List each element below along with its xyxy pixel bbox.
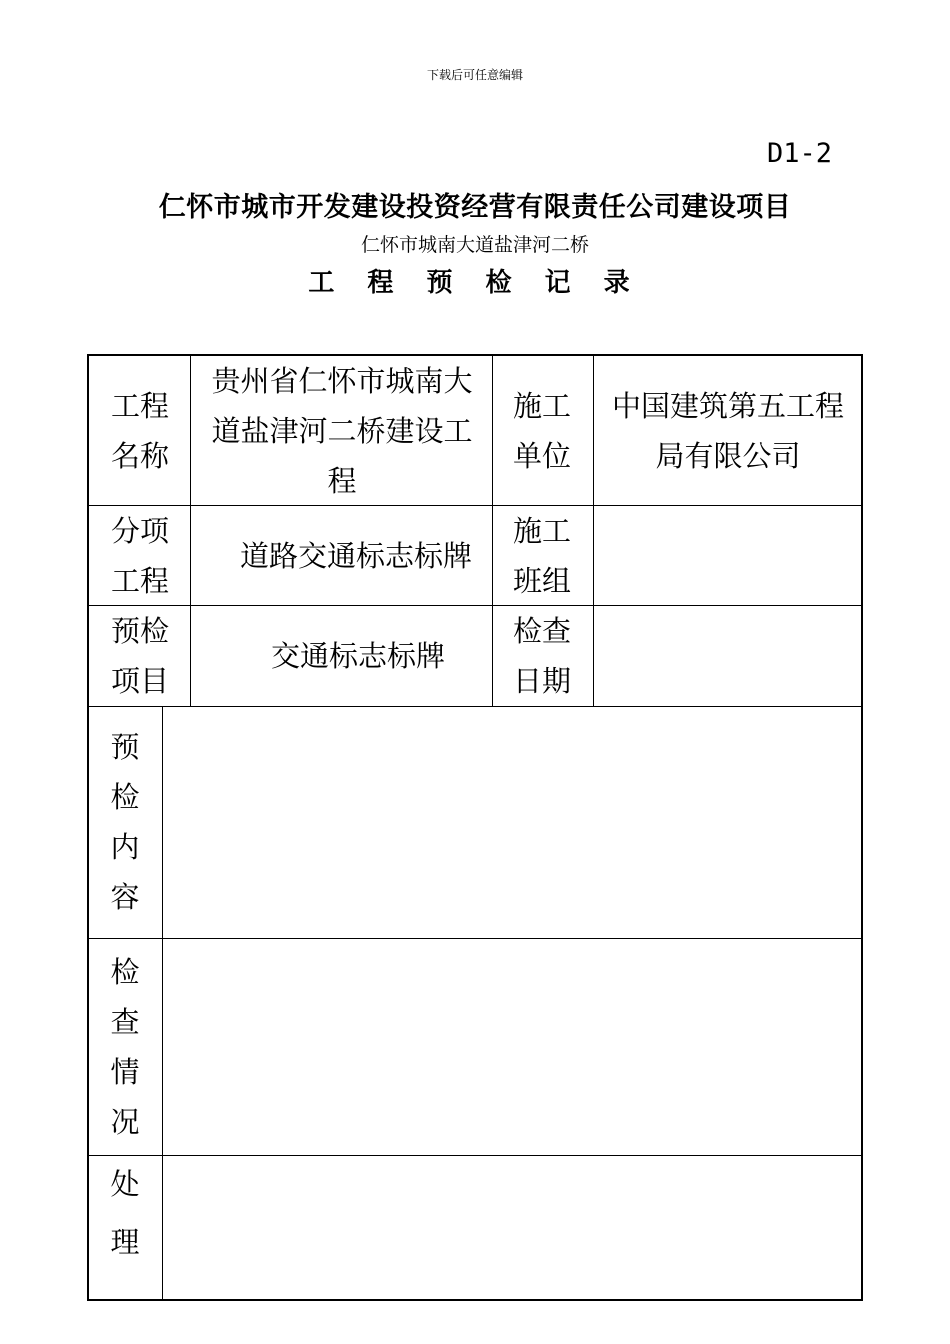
table-row-separator [87, 706, 863, 707]
table-column-separator [593, 354, 594, 706]
value-sub-project: 道路交通标志标牌 [239, 539, 472, 573]
table-border-top [87, 354, 863, 356]
table-column-separator [190, 354, 191, 706]
check-status-area[interactable] [170, 944, 856, 1149]
table-border-left [87, 354, 89, 1301]
label-construction-unit: 施工单位 [512, 389, 571, 473]
organization-title: 仁怀市城市开发建设投资经营有限责任公司建设项目 [158, 192, 792, 223]
table-row-separator [87, 1155, 863, 1156]
value-construction-unit: 中国建筑第五工程局有限公司 [612, 389, 845, 473]
handling-area[interactable] [170, 1161, 856, 1293]
project-name: 仁怀市城南大道盐津河二桥 [360, 234, 589, 256]
table-column-separator [162, 706, 163, 1300]
label-handling: 处 理 [110, 1167, 140, 1259]
table-border-right [861, 354, 863, 1301]
document-code: D1-2 [766, 138, 832, 169]
label-check-status: 检 查 情 况 [110, 955, 140, 1139]
label-precheck-item: 预检项目 [110, 614, 169, 698]
record-title: 工 程 预 检 记 录 [308, 268, 642, 298]
value-project-name: 贵州省仁怀市城南大道盐津河二桥建设工程 [211, 364, 473, 498]
label-precheck-content: 预 检 内 容 [110, 730, 140, 914]
label-project-name: 工程名称 [110, 389, 169, 473]
label-construction-team: 施工班组 [512, 514, 571, 598]
label-check-date: 检查日期 [512, 614, 571, 698]
value-construction-team [600, 506, 858, 606]
value-precheck-item: 交通标志标牌 [270, 639, 445, 673]
header-note: 下载后可任意编辑 [426, 68, 523, 82]
value-check-date [600, 606, 858, 706]
label-sub-project: 分项工程 [110, 514, 169, 598]
precheck-content-area[interactable] [170, 712, 856, 932]
table-border-bottom [87, 1299, 863, 1301]
table-row-separator [87, 938, 863, 939]
